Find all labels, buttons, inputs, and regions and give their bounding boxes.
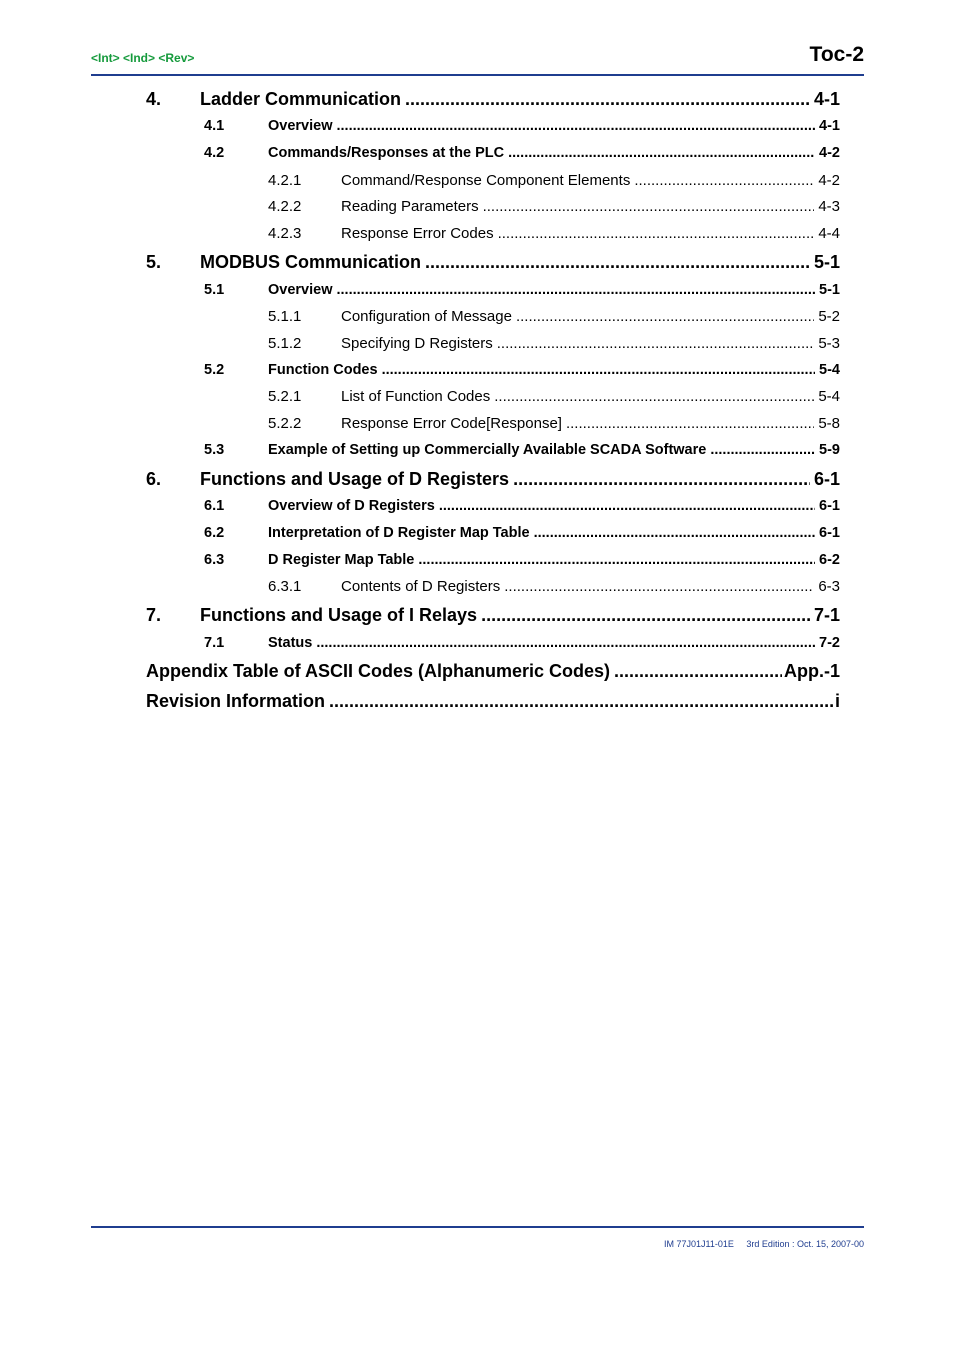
toc-entry-number: 6.3 [204, 552, 225, 568]
dot-leader [439, 498, 815, 514]
page-number: Toc-2 [809, 43, 864, 66]
toc-entry-number: 5.2 [204, 362, 225, 378]
toc-entry-page: 4-1 [819, 118, 840, 134]
dot-leader [494, 388, 814, 405]
toc-entry-title: Contents of D Registers [341, 578, 501, 595]
toc-entry-number: 7. [146, 605, 162, 625]
toc-entry[interactable] [146, 252, 840, 273]
toc-entry-title: Specifying D Registers [341, 335, 493, 352]
toc-entry[interactable] [204, 362, 840, 378]
dot-leader [329, 691, 833, 712]
toc-entry-number: 4.2.1 [268, 172, 302, 189]
dot-leader [710, 442, 815, 458]
toc-entry-page: 6-3 [818, 578, 840, 595]
toc-entry-title: Example of Setting up Commercially Available SCADA Software [268, 442, 707, 458]
toc-entry[interactable] [146, 605, 840, 626]
toc-entry-page: 7-1 [813, 605, 840, 625]
dot-leader [516, 308, 814, 325]
toc-entry-page: 5-3 [818, 335, 840, 352]
toc-entry[interactable] [204, 525, 840, 541]
toc-entry-number: 5.1.2 [268, 335, 302, 352]
dot-leader [337, 118, 816, 134]
document-id: IM 77J01J11-01E [664, 1239, 734, 1249]
toc-entry-number: 4.2.3 [268, 225, 302, 242]
toc-entry-number: 4. [146, 89, 162, 109]
toc-entry-number: 6.2 [204, 525, 225, 541]
toc-entry-page: 5-4 [818, 388, 840, 405]
toc-entry-title: MODBUS Communication [200, 252, 422, 272]
toc-entry[interactable] [204, 635, 840, 651]
footer [664, 1239, 864, 1249]
toc-entry[interactable] [146, 89, 840, 110]
toc-entry-page: 4-3 [818, 198, 840, 215]
footer-rule [91, 1226, 864, 1228]
toc-entry[interactable] [268, 225, 840, 242]
toc-entry-page: 5-1 [813, 252, 840, 272]
dot-leader [425, 252, 810, 273]
toc-entry-number: 5.2.1 [268, 388, 302, 405]
toc-entry-page: App.-1 [784, 661, 840, 681]
toc-entry-page: 6-2 [819, 552, 840, 568]
toc-entry[interactable] [204, 552, 840, 568]
toc-entry-title: Command/Response Component Elements [341, 172, 631, 189]
toc-entry-page: 5-8 [818, 415, 840, 432]
toc-entry-title: Overview [268, 118, 333, 134]
header-rule [91, 74, 864, 76]
toc-entry-title: Overview of D Registers [268, 498, 435, 514]
toc-entry-title: Overview [268, 282, 333, 298]
toc-entry-number: 5.2.2 [268, 415, 302, 432]
dot-leader [498, 225, 815, 242]
toc-entry-title: Response Error Codes [341, 225, 494, 242]
toc-entry-number: 6. [146, 469, 162, 489]
toc-entry-number: 4.2.2 [268, 198, 302, 215]
toc-entry[interactable] [204, 145, 840, 161]
dot-leader [614, 661, 782, 682]
dot-leader [481, 605, 810, 626]
toc-entry-page: 4-1 [813, 89, 840, 109]
toc-entry-number: 6.3.1 [268, 578, 302, 595]
toc-entry-title: Functions and Usage of I Relays [200, 605, 478, 625]
toc-entry[interactable] [268, 578, 840, 595]
dot-leader [337, 282, 816, 298]
toc-entry[interactable] [204, 442, 840, 458]
dot-leader [534, 525, 815, 541]
toc-entry[interactable] [204, 118, 840, 134]
edition-info: 3rd Edition : Oct. 15, 2007-00 [746, 1239, 864, 1249]
toc-entry-title: Revision Information [146, 691, 326, 711]
toc-entry-title: Function Codes [268, 362, 378, 378]
toc-entry[interactable] [268, 335, 840, 352]
toc-entry-page: 4-2 [819, 145, 840, 161]
toc-entry-title: Commands/Responses at the PLC [268, 145, 505, 161]
dot-leader [418, 552, 815, 568]
toc-entry-page: i [834, 691, 840, 711]
toc-entry-page: 6-1 [819, 498, 840, 514]
toc-entry-title: Configuration of Message [341, 308, 512, 325]
toc-entry[interactable] [268, 388, 840, 405]
dot-leader [405, 89, 810, 110]
toc-entry[interactable] [146, 691, 840, 712]
toc-entry-title: Response Error Code[Response] [341, 415, 562, 432]
dot-leader [483, 198, 815, 215]
toc-entry-number: 6.1 [204, 498, 225, 514]
toc-entry-page: 5-2 [818, 308, 840, 325]
toc-entry[interactable] [146, 469, 840, 490]
dot-leader [316, 635, 815, 651]
dot-leader [513, 469, 810, 490]
toc-entry-number: 7.1 [204, 635, 225, 651]
toc-entry-page: 6-1 [819, 525, 840, 541]
toc-entry-number: 5.1 [204, 282, 225, 298]
dot-leader [634, 172, 814, 189]
toc-entry-page: 6-1 [813, 469, 840, 489]
dot-leader [497, 335, 815, 352]
toc-entry-page: 4-2 [818, 172, 840, 189]
toc-entry[interactable] [146, 661, 840, 682]
toc-entry[interactable] [268, 308, 840, 325]
toc-entry-number: 5. [146, 252, 162, 272]
toc-entry-title: Ladder Communication [200, 89, 402, 109]
toc-entry-number: 5.1.1 [268, 308, 302, 325]
toc-entry-title: Status [268, 635, 313, 651]
dot-leader [508, 145, 815, 161]
dot-leader [382, 362, 815, 378]
toc-entry-title: List of Function Codes [341, 388, 491, 405]
toc-entry-title: Functions and Usage of D Registers [200, 469, 510, 489]
toc-entry-page: 4-4 [818, 225, 840, 242]
toc-entry-page: 5-9 [819, 442, 840, 458]
toc-entry[interactable] [204, 282, 840, 298]
toc-entry-page: 5-4 [819, 362, 840, 378]
toc-entry-title: Appendix Table of ASCII Codes (Alphanumeric Codes) [146, 661, 611, 681]
toc-entry-number: 4.2 [204, 145, 225, 161]
toc-entry-number: 5.3 [204, 442, 225, 458]
toc-entry-title: Reading Parameters [341, 198, 479, 215]
dot-leader [504, 578, 814, 595]
toc-entry[interactable] [268, 172, 840, 189]
toc-entry[interactable] [204, 498, 840, 514]
toc-entry-number: 4.1 [204, 118, 225, 134]
toc-entry-page: 5-1 [819, 282, 840, 298]
toc-entry[interactable] [268, 415, 840, 432]
toc-entry-page: 7-2 [819, 635, 840, 651]
dot-leader [566, 415, 814, 432]
toc-entry-title: Interpretation of D Register Map Table [268, 525, 530, 541]
revision-tags: <Int> <Ind> <Rev> [91, 51, 195, 65]
toc-entry[interactable] [268, 198, 840, 215]
toc-entry-title: D Register Map Table [268, 552, 415, 568]
